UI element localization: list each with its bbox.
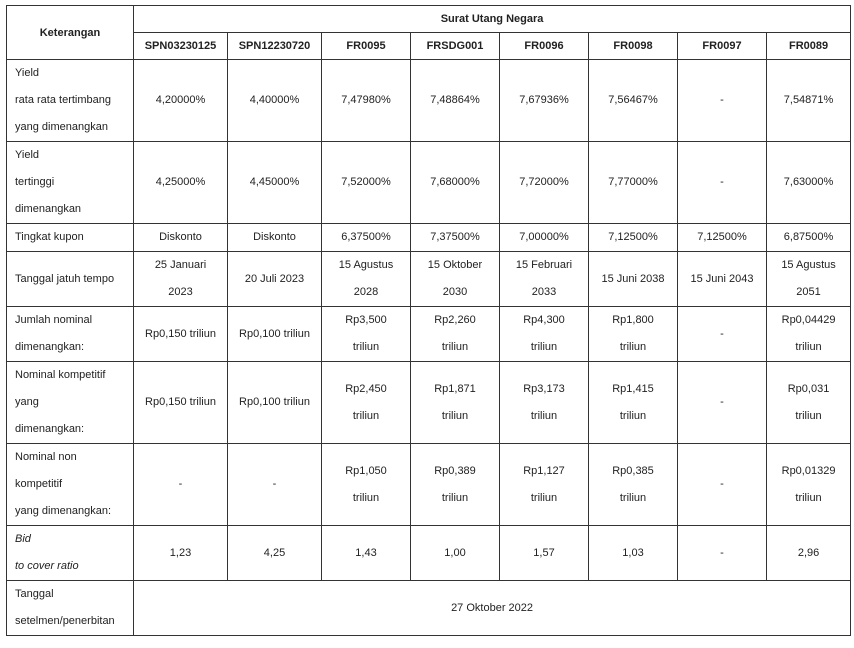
table-cell — [228, 224, 322, 252]
table-cell — [322, 362, 411, 444]
table-cell — [767, 526, 851, 581]
cell-value: 7,00000% — [519, 231, 569, 243]
table-cell — [589, 142, 678, 224]
table-cell — [411, 60, 500, 142]
cell-value: 7,52000% — [341, 176, 391, 188]
table-row — [7, 362, 851, 444]
cell-value: Rp0,100 triliun — [239, 327, 310, 340]
row-label — [7, 60, 134, 142]
cell-value: triliun — [619, 409, 647, 422]
cell-value: Rp0,04429 — [781, 314, 836, 326]
cell-value: 15 Agustus — [338, 259, 394, 271]
table-cell — [589, 252, 678, 307]
table-cell — [228, 526, 322, 581]
table-cell — [134, 60, 228, 142]
table-cell — [767, 252, 851, 307]
cell-value: 7,77000% — [608, 176, 658, 188]
table-cell — [589, 362, 678, 444]
row-label-line: Jumlah nominal — [15, 314, 93, 326]
table-cell — [134, 142, 228, 224]
cell-value: - — [178, 478, 183, 490]
cell-value: triliun — [619, 491, 647, 504]
table-cell — [322, 252, 411, 307]
table-cell — [500, 252, 589, 307]
table-cell — [589, 444, 678, 526]
cell-value: 7,67936% — [519, 94, 569, 106]
cell-value: Rp1,800 — [612, 314, 654, 326]
cell-value: 2051 — [796, 286, 821, 298]
cell-value: triliun — [352, 409, 380, 422]
cell-value: 7,47980% — [341, 94, 391, 106]
row-label — [7, 224, 134, 252]
cell-value: Rp4,300 — [523, 314, 565, 326]
cell-value: triliun — [441, 491, 469, 504]
table-row — [7, 307, 851, 362]
table-cell — [678, 224, 767, 252]
cell-value: Rp1,050 — [345, 464, 387, 477]
table-cell — [767, 60, 851, 142]
header-series: FR0096 — [500, 33, 589, 60]
cell-value: 25 Januari — [154, 259, 207, 271]
table-cell — [678, 307, 767, 362]
row-label-line: Tingkat kupon — [15, 231, 84, 243]
cell-value: triliun — [441, 409, 469, 422]
cell-value: 1,43 — [355, 546, 377, 559]
table-cell — [589, 526, 678, 581]
table-row — [7, 142, 851, 224]
table-cell — [134, 252, 228, 307]
cell-value: 4,40000% — [249, 94, 300, 106]
cell-value: 4,45000% — [249, 176, 300, 188]
row-label-line: kompetitif — [15, 478, 63, 490]
table-cell — [322, 307, 411, 362]
table-row — [7, 224, 851, 252]
table-cell — [678, 252, 767, 307]
cell-value: - — [720, 396, 724, 408]
cell-value: triliun — [795, 409, 822, 422]
cell-value: Rp0,385 — [612, 464, 654, 477]
cell-value: triliun — [795, 491, 822, 504]
cell-value: 1,00 — [444, 546, 466, 559]
table-cell — [134, 444, 228, 526]
table-cell — [322, 224, 411, 252]
table-cell — [134, 526, 228, 581]
table-cell — [411, 362, 500, 444]
table-cell — [500, 60, 589, 142]
cell-value: Rp0,031 — [787, 382, 830, 395]
cell-value: - — [720, 546, 724, 559]
cell-value: 7,56467% — [608, 94, 658, 106]
cell-value: - — [272, 478, 277, 490]
cell-value: - — [720, 176, 724, 188]
table-cell — [228, 362, 322, 444]
row-label-line: dimenangkan: — [15, 341, 85, 353]
table-cell — [767, 142, 851, 224]
cell-value: 2023 — [168, 286, 193, 298]
cell-value: 4,25 — [263, 546, 286, 559]
row-label-line: yang — [15, 396, 39, 408]
cell-value: Rp3,173 — [523, 382, 565, 395]
cell-value: 1,57 — [533, 546, 555, 559]
cell-value: Rp3,500 — [345, 314, 387, 326]
cell-value: triliun — [619, 341, 647, 353]
cell-value: - — [720, 94, 724, 106]
cell-value: triliun — [441, 341, 469, 353]
auction-results-table — [6, 5, 851, 636]
cell-value: 7,48864% — [430, 94, 480, 106]
table-cell — [134, 224, 228, 252]
header-series: FR0097 — [678, 33, 767, 60]
row-label — [7, 526, 134, 581]
row-label — [7, 252, 134, 307]
cell-value: Rp2,450 — [345, 382, 387, 395]
table-cell — [767, 307, 851, 362]
cell-value: 7,37500% — [430, 231, 480, 243]
cell-value: 7,72000% — [519, 176, 569, 188]
table-cell — [500, 526, 589, 581]
row-label-line: rata rata tertimbang — [15, 94, 111, 106]
cell-value: 20 Juli 2023 — [244, 272, 305, 285]
settlement-label-line: setelmen/penerbitan — [15, 615, 115, 627]
table-cell — [322, 142, 411, 224]
cell-value: triliun — [352, 341, 380, 353]
row-label-line: Yield — [15, 67, 40, 79]
row-label — [7, 307, 134, 362]
table-cell — [228, 252, 322, 307]
header-series: FR0089 — [767, 33, 851, 60]
table-cell — [767, 362, 851, 444]
table-cell — [500, 362, 589, 444]
cell-value: 15 Agustus — [781, 259, 836, 271]
settlement-label-line: Tanggal — [15, 588, 54, 600]
settlement-date: 27 Oktober 2022 — [134, 581, 851, 636]
cell-value: triliun — [530, 341, 558, 353]
table-cell — [228, 444, 322, 526]
header-series: FR0098 — [589, 33, 678, 60]
row-label-line: dimenangkan — [15, 203, 82, 215]
table-cell — [411, 526, 500, 581]
row-label-line: Bid — [15, 533, 31, 545]
table-cell — [678, 444, 767, 526]
table-cell — [411, 142, 500, 224]
table-cell — [589, 60, 678, 142]
cell-value: triliun — [530, 491, 558, 504]
cell-value: Rp2,260 — [434, 314, 476, 326]
table-cell — [767, 224, 851, 252]
cell-value: 6,87500% — [783, 231, 834, 243]
cell-value: 7,54871% — [783, 94, 834, 106]
cell-value: 15 Februari — [515, 259, 573, 271]
table-cell — [678, 362, 767, 444]
cell-value: 2,96 — [797, 546, 820, 559]
cell-value: Rp0,389 — [434, 464, 476, 477]
table-cell — [322, 526, 411, 581]
table-cell — [589, 224, 678, 252]
table-row — [7, 444, 851, 526]
cell-value: Rp0,01329 — [781, 464, 836, 477]
row-label-line: Tanggal jatuh tempo — [15, 272, 115, 285]
cell-value: Rp0,150 triliun — [145, 327, 216, 340]
cell-value: 2030 — [442, 286, 468, 298]
cell-value: 1,23 — [169, 546, 192, 559]
table-row — [7, 252, 851, 307]
table-cell — [767, 444, 851, 526]
table-cell — [411, 307, 500, 362]
row-label-line: to cover ratio — [15, 560, 79, 572]
table-cell — [678, 60, 767, 142]
header-series: FR0095 — [322, 33, 411, 60]
cell-value: 1,03 — [622, 546, 644, 559]
table-cell — [500, 307, 589, 362]
header-row-series — [7, 33, 851, 60]
cell-value: triliun — [530, 409, 558, 422]
table-cell — [134, 307, 228, 362]
cell-value: 15 Oktober — [427, 259, 483, 271]
table-cell — [228, 142, 322, 224]
cell-value: Rp1,127 — [523, 464, 565, 477]
table-cell — [500, 142, 589, 224]
row-label-line: Yield — [15, 149, 40, 161]
row-label — [7, 142, 134, 224]
settlement-label — [7, 581, 134, 636]
cell-value: Rp0,100 triliun — [239, 396, 310, 408]
cell-value: 7,68000% — [430, 176, 480, 188]
cell-value: 15 Juni 2038 — [601, 272, 665, 285]
cell-value: 7,63000% — [783, 176, 834, 188]
row-label-line: Nominal non — [15, 451, 77, 463]
row-label-line: Nominal kompetitif — [15, 369, 106, 381]
table-cell — [411, 444, 500, 526]
cell-value: - — [720, 327, 724, 340]
table-cell — [322, 60, 411, 142]
row-label-line: yang dimenangkan — [15, 121, 108, 133]
header-keterangan: Keterangan — [7, 6, 134, 60]
cell-value: triliun — [352, 491, 380, 504]
cell-value: Rp0,150 triliun — [145, 396, 216, 408]
row-label-line: dimenangkan: — [15, 423, 85, 435]
table-cell — [500, 224, 589, 252]
settlement-row — [7, 581, 851, 636]
cell-value: 2028 — [353, 286, 379, 298]
row-label — [7, 444, 134, 526]
header-row-group — [7, 6, 851, 33]
table-cell — [228, 307, 322, 362]
table-cell — [589, 307, 678, 362]
row-label-line: yang dimenangkan: — [15, 505, 112, 517]
table-cell — [678, 142, 767, 224]
header-series: SPN03230125 — [134, 33, 228, 60]
cell-value: Diskonto — [253, 231, 296, 243]
row-label-line: tertinggi — [15, 176, 55, 188]
cell-value: Rp1,415 — [612, 382, 654, 395]
table-cell — [500, 444, 589, 526]
header-series: SPN12230720 — [228, 33, 322, 60]
table-cell — [411, 252, 500, 307]
table-row — [7, 526, 851, 581]
table-row — [7, 60, 851, 142]
table-cell — [411, 224, 500, 252]
cell-value: 7,12500% — [608, 231, 658, 243]
cell-value: 6,37500% — [341, 231, 391, 243]
row-label — [7, 362, 134, 444]
table-cell — [134, 362, 228, 444]
cell-value: 2033 — [531, 286, 557, 298]
cell-value: - — [720, 478, 724, 490]
table-cell — [228, 60, 322, 142]
cell-value: 15 Juni 2043 — [690, 272, 754, 285]
table-cell — [678, 526, 767, 581]
header-surat-utang-negara: Surat Utang Negara — [134, 6, 851, 33]
cell-value: Diskonto — [159, 231, 202, 243]
table-cell — [322, 444, 411, 526]
header-series: FRSDG001 — [411, 33, 500, 60]
cell-value: Rp1,871 — [434, 382, 476, 395]
cell-value: 4,25000% — [155, 176, 206, 188]
cell-value: 7,12500% — [697, 231, 747, 243]
cell-value: 4,20000% — [155, 94, 206, 106]
cell-value: triliun — [795, 341, 822, 353]
